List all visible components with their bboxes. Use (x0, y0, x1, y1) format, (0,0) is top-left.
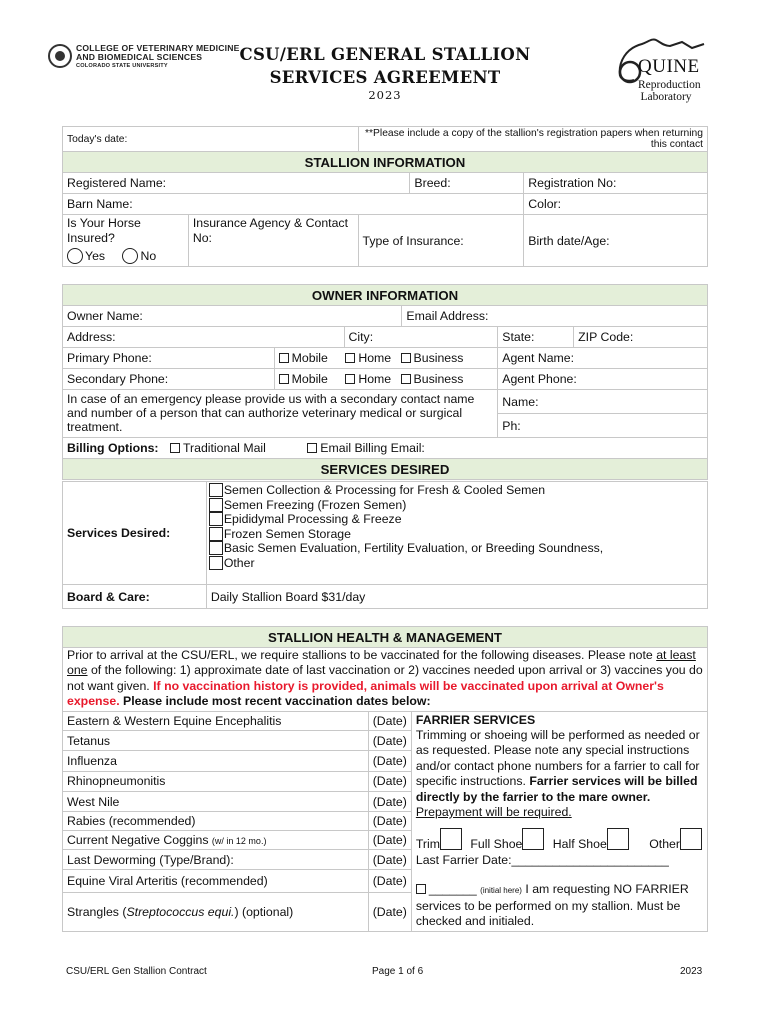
health-table (62, 626, 708, 932)
traditional-mail-checkbox[interactable] (170, 443, 180, 453)
page-title (200, 43, 570, 89)
initial-blank[interactable]: _______ (428, 882, 477, 897)
state-field[interactable]: State: (498, 327, 574, 348)
insured-no-radio[interactable] (122, 248, 138, 264)
traditional-mail-label: Traditional Mail (182, 441, 266, 455)
service-checkbox[interactable] (209, 498, 223, 512)
vaccine-name: West Nile (63, 791, 369, 811)
breed-field[interactable]: Breed: (410, 173, 524, 194)
no-farrier-checkbox[interactable] (416, 884, 426, 894)
vaccine-name: Eastern & Western Equine Encephalitis (63, 711, 369, 730)
business-label: Business (413, 351, 464, 365)
title-line1: CSU/ERL GENERAL STALLION (239, 45, 531, 64)
health-section-heading: STALLION HEALTH & MANAGEMENT (63, 627, 708, 648)
insurance-type-field[interactable]: Type of Insurance: (358, 215, 524, 267)
vaccine-date[interactable]: (Date) (368, 892, 411, 931)
secondary-home-checkbox[interactable] (345, 374, 355, 384)
erl-word: QUINE (638, 56, 700, 77)
vaccine-date[interactable]: (Date) (368, 751, 411, 771)
vaccine-date[interactable]: (Date) (368, 791, 411, 811)
page-header (0, 0, 770, 125)
color-field[interactable]: Color: (524, 194, 708, 215)
service-checkbox[interactable] (209, 512, 223, 526)
email-address-field[interactable]: Email Address: (402, 306, 708, 327)
board-care-label: Board & Care: (63, 585, 207, 609)
home-label: Home (358, 351, 392, 365)
service-option: Frozen Semen Storage (223, 526, 351, 541)
vaccine-name-strangles: Strangles (Streptococcus equi.) (optional) (63, 892, 369, 931)
emergency-name-field[interactable]: Name: (498, 390, 708, 414)
farrier-options: Trim Full Shoe Half Shoe Other (416, 828, 703, 852)
agent-phone-field[interactable]: Agent Phone: (498, 369, 708, 390)
vaccine-name: Rabies (recommended) (63, 812, 369, 830)
farrier-services (411, 711, 707, 931)
erl-sub2: Laboratory (640, 91, 692, 103)
services-desired-label: Services Desired: (63, 482, 207, 585)
vaccination-intro: Prior to arrival at the CSU/ERL, we require stallions to be vaccinated for the following diseases. Please note at least one of the following: 1) approximate date of last vaccination or 2) vaccines needed upon arrival or 3) vaccines you do not want given. If no vaccination history is provided, animals will be vaccinated upon arrival at Owner's expense. Please include most recent vaccination dates below: (63, 648, 708, 712)
vaccine-name: Equine Viral Arteritis (recommended) (63, 870, 369, 892)
service-option: Basic Semen Evaluation, Fertility Evaluation, or Breeding Soundness, (223, 541, 604, 556)
mobile-label: Mobile (291, 351, 328, 365)
secondary-phone-type (274, 369, 498, 390)
services-section-heading: SERVICES DESIRED (63, 459, 708, 480)
no-farrier-request: _______ (initial here) I am requesting NO FARRIER services to be performed on my stallion. Must be checked and initialed. (415, 882, 689, 929)
stallion-section-heading: STALLION INFORMATION (63, 152, 708, 173)
vaccine-name: Influenza (63, 751, 369, 771)
primary-home-checkbox[interactable] (345, 353, 355, 363)
yes-label: Yes (85, 249, 106, 263)
services-table (62, 481, 708, 609)
stallion-table (62, 126, 708, 267)
vaccine-name: Tetanus (63, 730, 369, 750)
csu-line1: COLLEGE OF VETERINARY MEDICINE (76, 43, 240, 53)
vaccine-date[interactable]: (Date) (368, 870, 411, 892)
owner-table (62, 284, 708, 480)
vaccine-name: Last Deworming (Type/Brand): (63, 849, 369, 869)
owner-name-field[interactable]: Owner Name: (63, 306, 402, 327)
title-year: 2023 (368, 88, 402, 102)
vaccine-date[interactable]: (Date) (368, 849, 411, 869)
primary-mobile-checkbox[interactable] (279, 353, 289, 363)
service-option: Semen Freezing (Frozen Semen) (223, 497, 407, 512)
footer-left: CSU/ERL Gen Stallion Contract (66, 966, 207, 977)
service-option: Epididymal Processing & Freeze (223, 512, 402, 527)
primary-phone-type (274, 348, 498, 369)
barn-name-field[interactable]: Barn Name: (63, 194, 524, 215)
last-farrier-date[interactable]: Last Farrier Date:_______________________ (415, 852, 669, 867)
service-option: Other (223, 555, 255, 570)
todays-date-field[interactable]: Today's date: (63, 127, 359, 152)
billing-options-label: Billing Options: (67, 441, 159, 455)
registered-name-field[interactable]: Registered Name: (63, 173, 410, 194)
trim-checkbox[interactable] (440, 828, 462, 850)
title-line2: SERVICES AGREEMENT (269, 68, 501, 87)
secondary-mobile-checkbox[interactable] (279, 374, 289, 384)
emergency-contact-note: In case of an emergency please provide us with a secondary contact name and number of a person that can authorize veterinary medical or surgical treatment. (63, 390, 498, 438)
csu-line2: AND BIOMEDICAL SCIENCES (76, 52, 203, 62)
vaccine-name-coggins: Current Negative Coggins (w/ in 12 mo.) (63, 830, 369, 849)
vaccine-date[interactable]: (Date) (368, 771, 411, 791)
birth-date-field[interactable]: Birth date/Age: (524, 215, 708, 267)
primary-phone-field[interactable]: Primary Phone: (63, 348, 275, 369)
other-farrier-checkbox[interactable] (680, 828, 702, 850)
emergency-phone-field[interactable]: Ph: (498, 414, 708, 438)
secondary-business-checkbox[interactable] (401, 374, 411, 384)
csu-seal-icon (48, 44, 72, 68)
primary-business-checkbox[interactable] (401, 353, 411, 363)
city-field[interactable]: City: (344, 327, 498, 348)
mobile-label: Mobile (291, 372, 328, 386)
vaccine-name: Rhinopneumonitis (63, 771, 369, 791)
footer-year: 2023 (680, 966, 703, 977)
no-label: No (140, 249, 157, 263)
farrier-description: Trimming or shoeing will be performed as needed or as requested. Please note any special instructions and/or contact phone numbers for a farrier to call for specific instructions. Farrier services will be billed directly by the farrier to the mare owner. Prepayment will be required. (415, 728, 700, 820)
footer-page: Page 1 of 6 (372, 966, 424, 977)
address-field[interactable]: Address: (63, 327, 345, 348)
home-label: Home (358, 372, 392, 386)
half-shoe-checkbox[interactable] (607, 828, 629, 850)
insurance-agency-field[interactable]: Insurance Agency & Contact No: (188, 215, 358, 267)
vaccine-date[interactable]: (Date) (368, 830, 411, 849)
secondary-phone-field[interactable]: Secondary Phone: (63, 369, 275, 390)
erl-logo (612, 36, 712, 106)
service-checkbox[interactable] (209, 527, 223, 541)
email-billing-label: Email Billing Email: (320, 441, 425, 455)
registration-no-field[interactable]: Registration No: (524, 173, 708, 194)
email-billing-checkbox[interactable] (307, 443, 317, 453)
erl-sub1: Reproduction (638, 79, 701, 91)
owner-section-heading: OWNER INFORMATION (63, 285, 708, 306)
csu-line3: COLORADO STATE UNIVERSITY (76, 63, 168, 69)
service-checkbox[interactable] (209, 556, 223, 570)
vaccine-date[interactable]: (Date) (368, 711, 411, 730)
insured-question: Is Your Horse Insured? (67, 216, 141, 245)
business-label: Business (413, 372, 464, 386)
service-checkbox[interactable] (209, 541, 223, 555)
registration-note: **Please include a copy of the stallion's registration papers when returning this contact (358, 127, 707, 152)
agent-name-field[interactable]: Agent Name: (498, 348, 708, 369)
services-options (206, 482, 707, 585)
insured-yes-radio[interactable] (67, 248, 83, 264)
full-shoe-checkbox[interactable] (522, 828, 544, 850)
vaccine-date[interactable]: (Date) (368, 812, 411, 830)
service-checkbox[interactable] (209, 483, 223, 497)
board-care-value: Daily Stallion Board $31/day (206, 585, 707, 609)
zip-field[interactable]: ZIP Code: (574, 327, 708, 348)
billing-options-row (63, 438, 708, 459)
farrier-title: FARRIER SERVICES (415, 712, 536, 727)
vaccine-date[interactable]: (Date) (368, 730, 411, 750)
service-option: Semen Collection & Processing for Fresh & Cooled Semen (223, 483, 546, 497)
insured-cell (63, 215, 189, 267)
